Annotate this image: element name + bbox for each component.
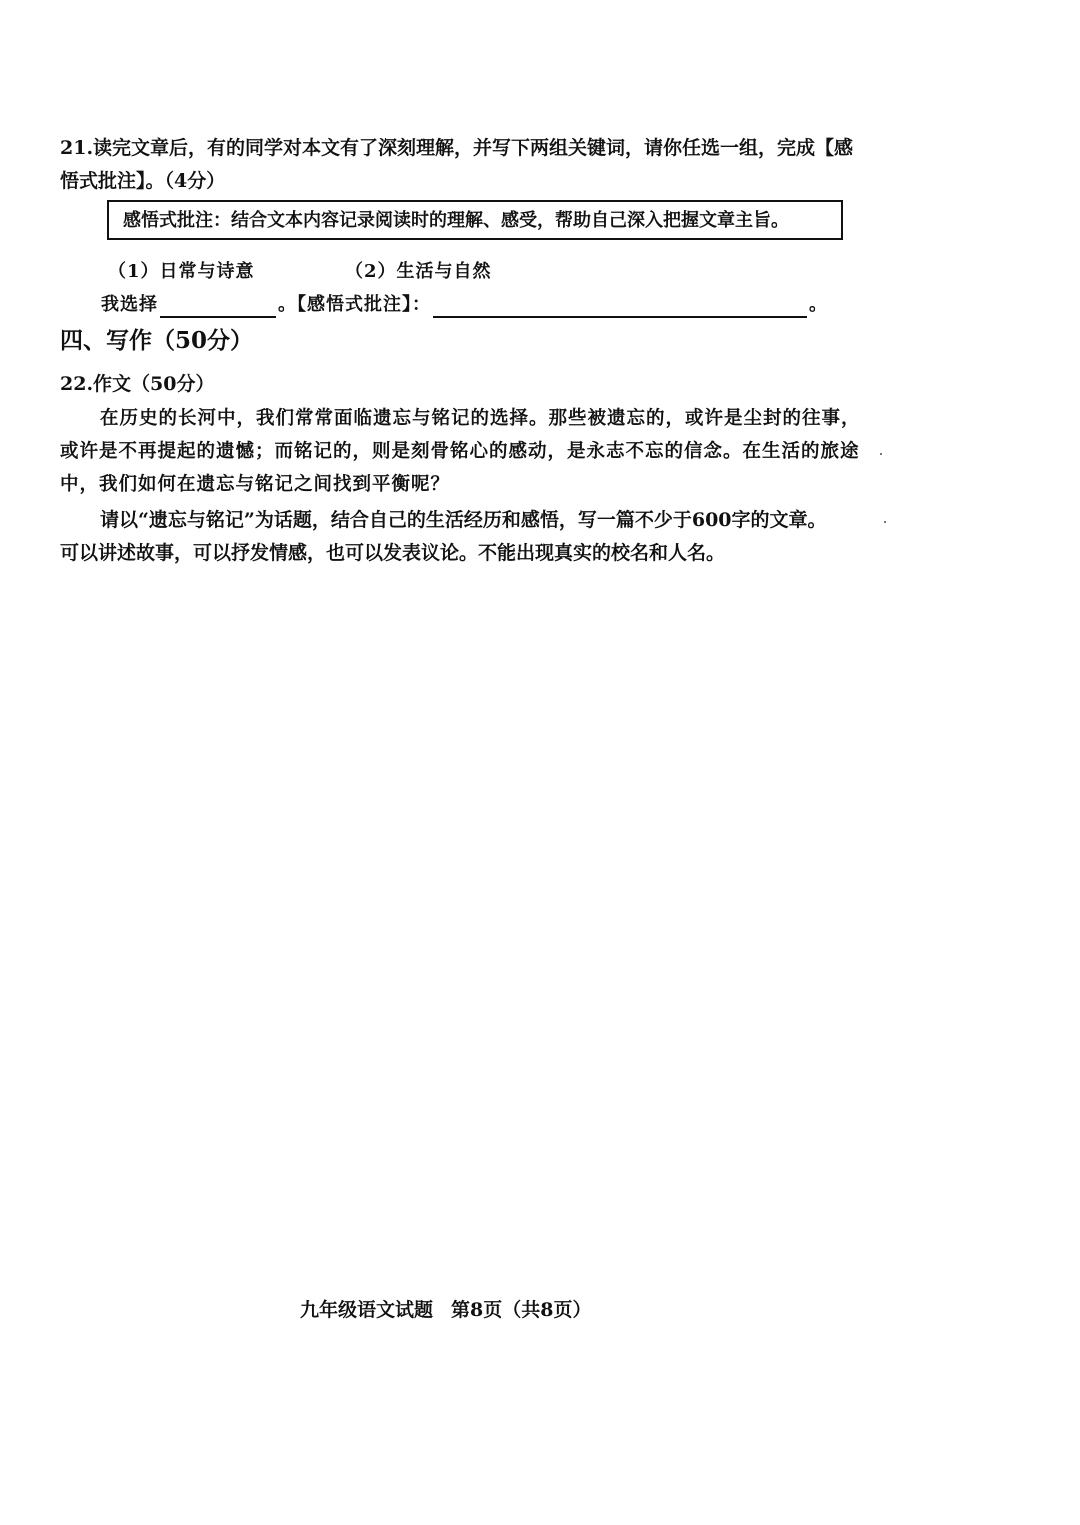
q21-option-1: （1）日常与诗意	[108, 261, 255, 282]
scan-speck	[880, 453, 882, 455]
answer-end-period: 。	[809, 294, 828, 315]
q22-requirement-line1: 请以“遗忘与铭记”为话题，结合自己的生活经历和感悟，写一篇不少于600字的文章。	[100, 509, 827, 531]
q22-prompt-line1: 在历史的长河中，我们常常面临遗忘与铭记的选择。那些被遗忘的，或许是尘封的往事，	[100, 408, 861, 429]
annotation-definition-box	[107, 200, 843, 240]
q21-answer-line	[101, 292, 828, 318]
footer-exam-title: 九年级语文试题	[300, 1299, 434, 1321]
scan-speck	[884, 521, 886, 523]
q21-line2: 悟式批注】。（4分）	[60, 170, 226, 192]
annotation-blank[interactable]	[433, 298, 807, 318]
footer-page-number: 第8页（共8页）	[451, 1299, 592, 1321]
choose-label: 我选择	[101, 294, 158, 315]
q21-line1: 21.读完文章后，有的同学对本文有了深刻理解，并写下两组关键词，请你任选一组，完成【感	[60, 137, 854, 159]
q22-prompt-line3: 中，我们如何在遗忘与铭记之间找到平衡呢？	[60, 474, 451, 495]
choice-blank[interactable]	[160, 298, 276, 318]
page-footer	[300, 1297, 591, 1323]
section-4-title: 四、写作（50分）	[60, 327, 254, 354]
annotation-definition-text: 感悟式批注：结合文本内容记录阅读时的理解、感受，帮助自己深入把握文章主旨。	[123, 210, 789, 231]
choose-period: 。	[278, 294, 297, 315]
q21-option-2: （2）生活与自然	[345, 261, 492, 282]
q22-prompt-line2: 或许是不再提起的遗憾；而铭记的，则是刻骨铭心的感动，是永志不忘的信念。在生活的旅途	[60, 441, 860, 462]
q22-requirement-line2: 可以讲述故事，可以抒发情感，也可以发表议论。不能出现真实的校名和人名。	[60, 542, 726, 564]
q22-header: 22.作文（50分）	[60, 373, 215, 395]
annotation-label: 【感悟式批注】：	[297, 294, 431, 315]
